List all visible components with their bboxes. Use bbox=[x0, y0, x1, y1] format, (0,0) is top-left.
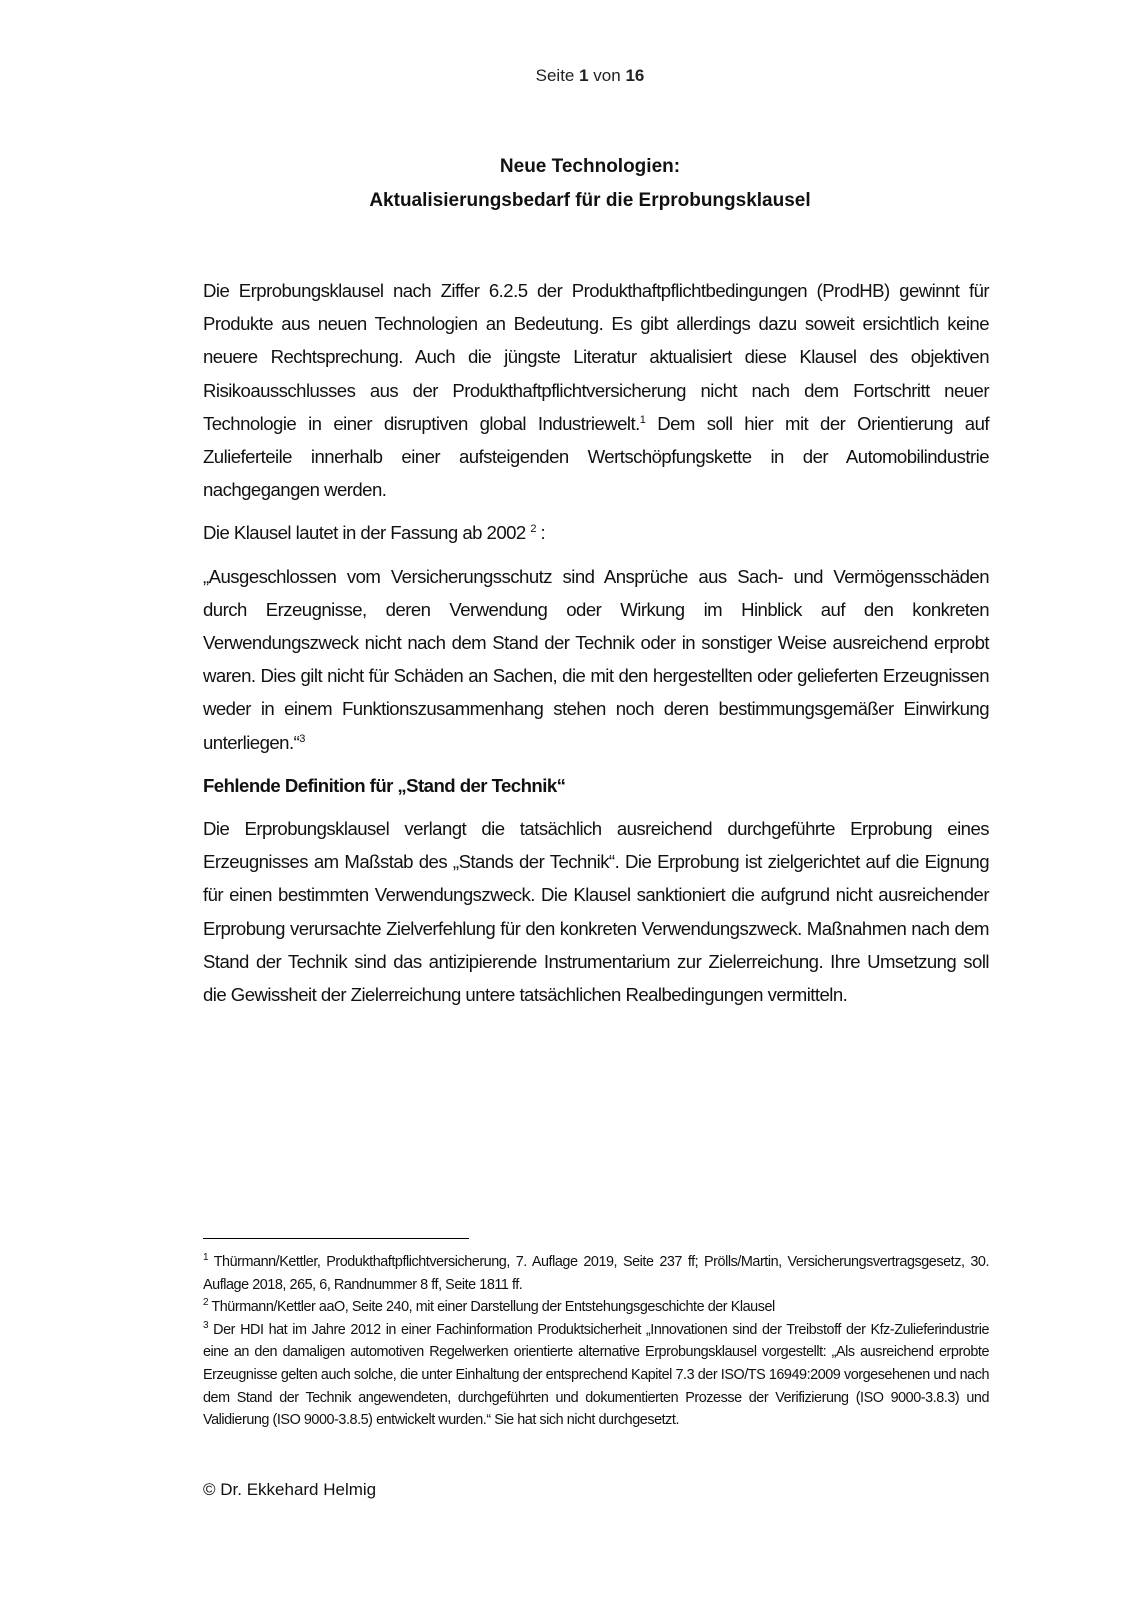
footnote-1 bbox=[203, 1251, 989, 1296]
clause-intro-paragraph bbox=[203, 516, 989, 549]
body-text bbox=[203, 274, 989, 1021]
clause-quote bbox=[203, 560, 989, 759]
page-number-header bbox=[0, 66, 1140, 86]
copyright-notice: © Dr. Ekkehard Helmig bbox=[203, 1480, 377, 1499]
footnote-number: 1 bbox=[203, 1252, 209, 1264]
title-line-1: Neue Technologien: bbox=[499, 156, 681, 177]
clause-intro-colon: : bbox=[535, 522, 546, 544]
footnote-ref-2[interactable]: 2 bbox=[530, 523, 536, 536]
footnote-number: 2 bbox=[203, 1297, 209, 1309]
document-title bbox=[0, 150, 1140, 218]
clause-quote-text: „Ausgeschlossen vom Versicherungsschutz sind Ansprüche aus Sach- und Vermögensschäden durch Erzeugnisse, deren Verwendung oder Wirkung im Hinblick auf den konkreten Verwendungszweck nicht nach dem Stand der Technik oder in sonstiger Weise ausreichend erprobt waren. Dies gilt nicht für Schäden an Sachen, die mit den hergestellten oder gelieferten Erzeugnissen weder in einem Funktionszusammenhang stehen noch deren bestimmungsgemäßer Einwirkung unterliegen.“ bbox=[203, 565, 989, 753]
total-pages: 16 bbox=[625, 66, 645, 85]
footnote-text: Thürmann/Kettler, Produkthaftpflichtversicherung, 7. Auflage 2019, Seite 237 ff; Prölls/Martin, Versicherungsvertragsgesetz, 30. Auflage 2018, 265, 6, Randnummer 8 ff, Seite 1811 ff. bbox=[203, 1254, 989, 1293]
intro-text-a: Die Erprobungsklausel nach Ziffer 6.2.5 der Produkthaftpflichtbedingungen (ProdHB) gewinnt für Produkte aus neuen Technologien an Bedeutung. Es gibt allerdings dazu soweit ersichtlich keine neuere Rechtsprechung. Auch die jüngste Literatur aktualisiert diese Klausel des objektiven Risikoausschlusses aus der Produkthaftpflichtversicherung nicht nach dem Fortschritt neuer Technologie in einer disruptiven global Industriewelt. bbox=[203, 280, 989, 434]
footnote-text: Thürmann/Kettler aaO, Seite 240, mit einer Darstellung der Entstehungsgeschichte der Klausel bbox=[208, 1299, 775, 1316]
clause-intro-text: Die Klausel lautet in der Fassung ab 2002 bbox=[203, 522, 531, 544]
page-of-label: von bbox=[588, 66, 626, 85]
page-label: Seite bbox=[535, 66, 580, 85]
footnote-3 bbox=[203, 1319, 989, 1432]
footnote-ref-1[interactable]: 1 bbox=[639, 413, 646, 426]
current-page: 1 bbox=[579, 66, 589, 85]
footnotes bbox=[203, 1251, 989, 1432]
footnote-text: Der HDI hat im Jahre 2012 in einer Fachinformation Produktsicherheit „Innovationen sind der Treibstoff der Kfz-Zulieferindustrie eine an den damaligen automotiven Regelwerken orientierte alternative Erprobungsklausel vorgestellt: „Als ausreichend erprobte Erzeugnisse gelten auch solche, die unter Einhaltung der entsprechend Kapitel 7.3 der ISO/TS 16949:2009 vorgesehenen und nach dem Stand der Technik angewendeten, durchgeführten und dokumentierten Prozesse der Verifizierung (ISO 9000-3.8.3) und Validierung (ISO 9000-3.8.5) entwickelt wurden.“ Sie hat sich nicht durchgesetzt. bbox=[203, 1321, 989, 1429]
footnote-2 bbox=[203, 1296, 989, 1319]
section-heading: Fehlende Definition für „Stand der Technik“ bbox=[203, 774, 566, 796]
footnote-number: 3 bbox=[203, 1319, 209, 1331]
intro-text-b: Dem soll hier mit der Orientierung auf Zulieferteile innerhalb einer aufsteigenden Wertschöpfungskette in der Automobilindustrie nachgegangen werden. bbox=[203, 412, 990, 501]
definition-paragraph: Die Erprobungsklausel verlangt die tatsächlich ausreichend durchgeführte Erprobung eines Erzeugnisses am Maßstab des „Stands der Technik“. Die Erprobung ist zielgerichtet auf die Eignung für einen bestimmten Verwendungszweck. Die Klausel sanktioniert die aufgrund nicht ausreichender Erprobung verursachte Zielverfehlung für den konkreten Verwendungszweck. Maßnahmen nach dem Stand der Technik sind das antizipierende Instrumentarium zur Zielerreichung. Ihre Umsetzung soll die Gewissheit der Zielerreichung untere tatsächlichen Realbedingungen vermitteln. bbox=[203, 818, 989, 1006]
footnote-ref-3[interactable]: 3 bbox=[299, 732, 305, 745]
footnote-separator bbox=[203, 1238, 469, 1239]
title-line-2: Aktualisierungsbedarf für die Erprobungsklausel bbox=[369, 190, 811, 211]
intro-paragraph bbox=[203, 274, 989, 506]
